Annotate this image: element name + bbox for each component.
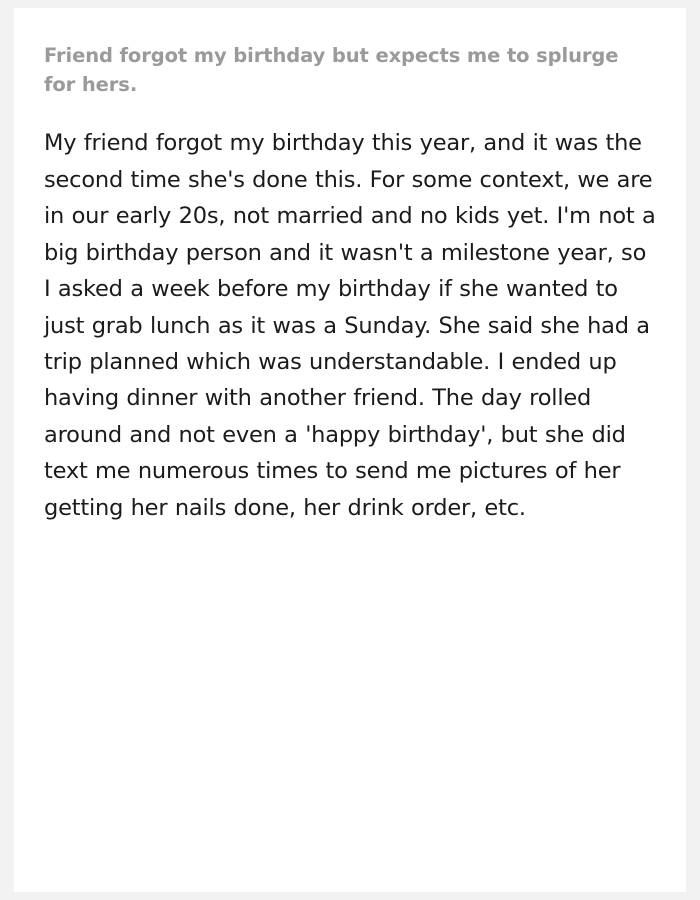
post-content	[14, 8, 686, 526]
post-card	[14, 8, 686, 892]
post-body-text: My friend forgot my birthday this year, and it was the second time she's done this. For some context, we are in our early 20s, not married and no kids yet. I'm not a big birthday person and it wasn't a milestone year, so I asked a week before my birthday if she wanted to just grab lunch as it was a Sunday. She said she had a trip planned which was understandable. I ended up having dinner with another friend. The day rolled around and not even a 'happy birthday', but she did text me numerous times to send me pictures of her getting her nails done, her drink order, etc.	[44, 130, 656, 521]
page-title: Friend forgot my birthday but expects me to splurge for hers.	[44, 44, 619, 96]
